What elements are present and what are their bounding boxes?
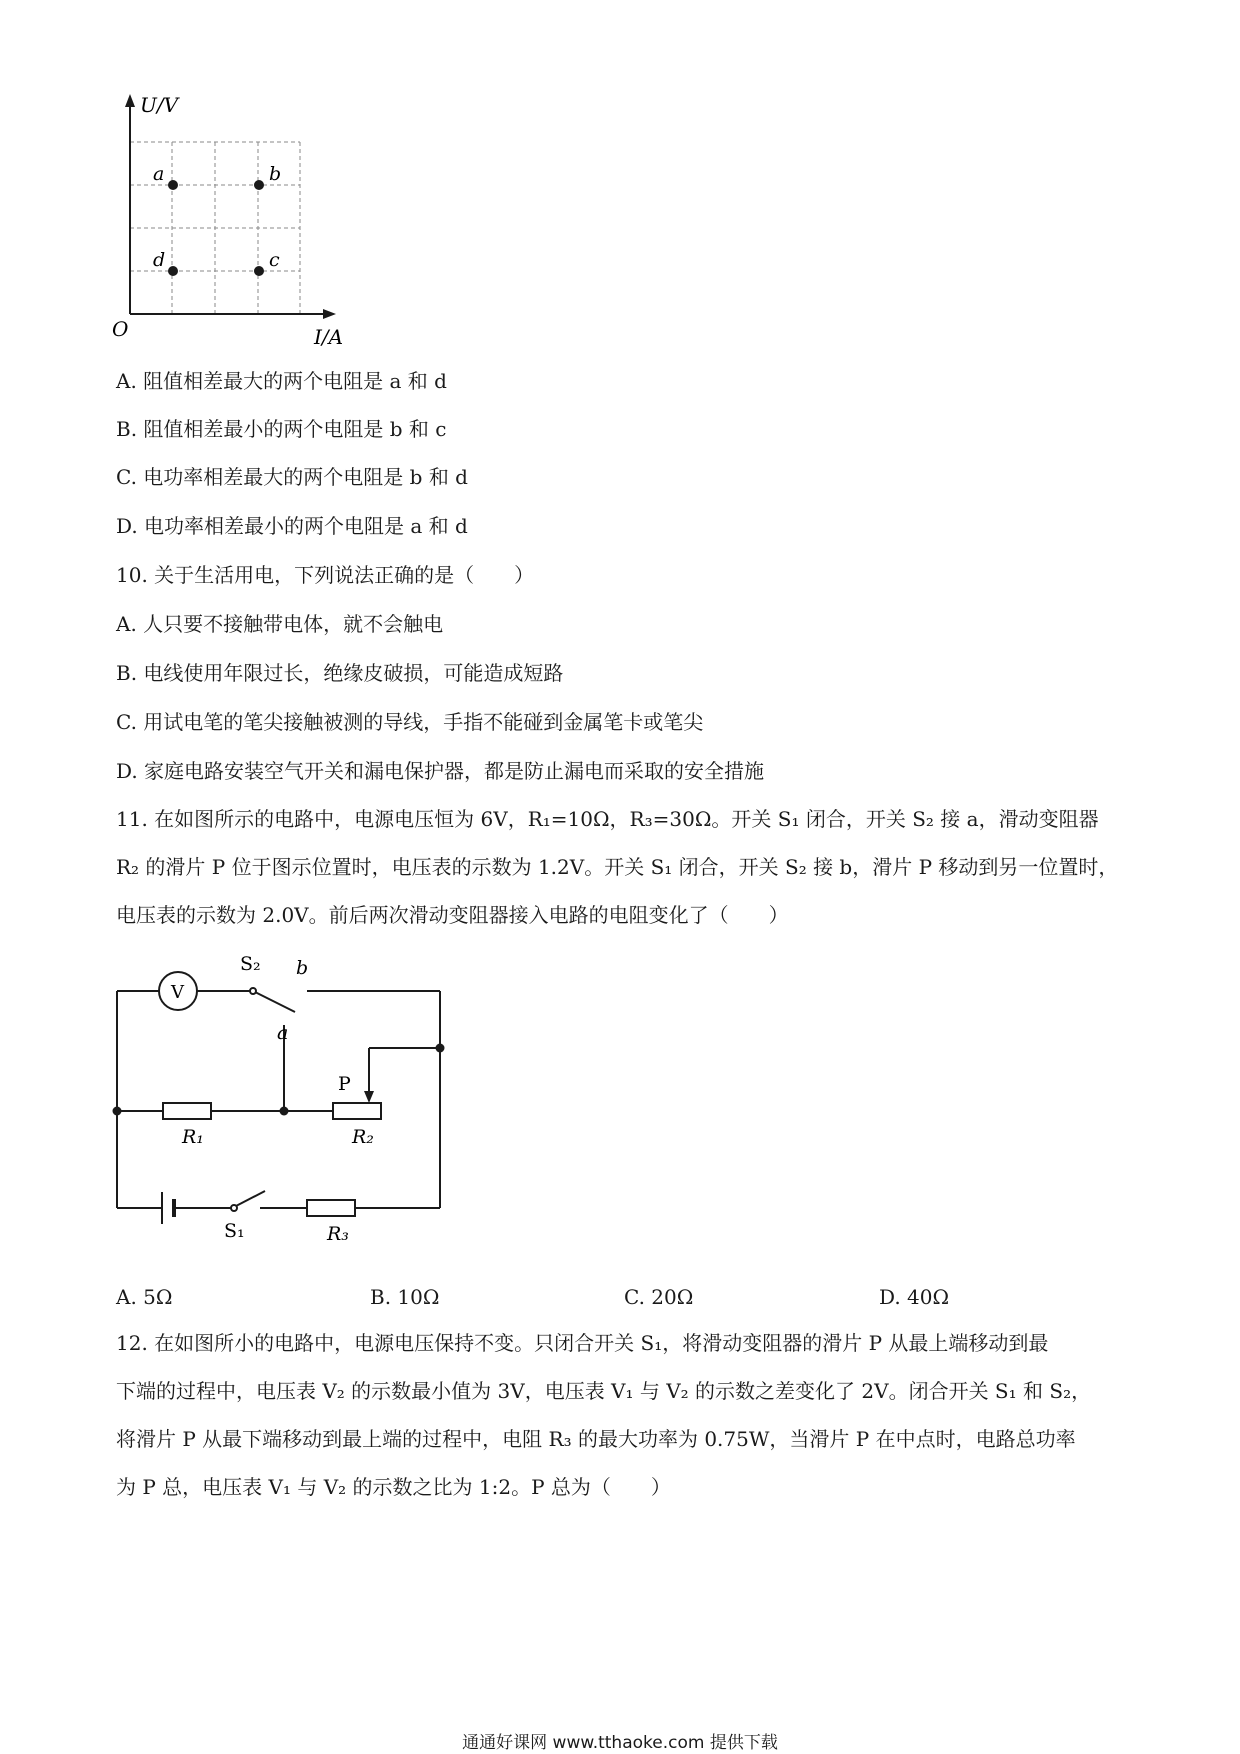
- origin-label: O: [112, 317, 129, 341]
- q10-option-b: B. 电线使用年限过长，绝缘皮破损，可能造成短路: [116, 661, 564, 685]
- y-axis-arrow: [125, 94, 135, 107]
- r1-label: R₁: [182, 1126, 204, 1148]
- q11-stem-line: 11. 在如图所示的电路中，电源电压恒为 6V，R₁=10Ω，R₃=30Ω。开关 S₁ 闭合，开关 S₂ 接 a，滑动变阻器: [116, 807, 1099, 831]
- q11-circuit: [100, 940, 460, 1255]
- slider-arrowhead: [364, 1091, 374, 1103]
- s2-blade: [255, 992, 295, 1012]
- graph-point-label-c: c: [269, 249, 280, 271]
- q12-stem-line: 为 P 总，电压表 V₁ 与 V₂ 的示数之比为 1:2。P 总为（ ）: [116, 1475, 671, 1499]
- contact-b-label: b: [296, 957, 309, 979]
- q9-option-b: B. 阻值相差最小的两个电阻是 b 和 c: [116, 417, 447, 441]
- s1-label: S₁: [224, 1220, 245, 1242]
- r2-label: R₂: [352, 1126, 374, 1148]
- q12-stem-line: 下端的过程中，电压表 V₂ 的示数最小值为 3V，电压表 V₁ 与 V₂ 的示数之差变化了 2V。闭合开关 S₁ 和 S₂，: [116, 1379, 1092, 1403]
- q11-option-b: B. 10Ω: [370, 1285, 440, 1309]
- q11-option-d: D. 40Ω: [879, 1285, 950, 1309]
- q12-stem: [116, 1319, 1126, 1511]
- q10-option-c: C. 用试电笔的笔尖接触被测的导线，手指不能碰到金属笔卡或笔尖: [116, 710, 704, 734]
- slider-label: P: [338, 1073, 351, 1095]
- contact-a-label: a: [277, 1022, 289, 1044]
- graph-point-b: [254, 180, 264, 190]
- q11-stem-line: 电压表的示数为 2.0V。前后两次滑动变阻器接入电路的电阻变化了（ ）: [116, 903, 789, 927]
- graph-point-a: [168, 180, 178, 190]
- x-axis-label: I/A: [314, 325, 344, 349]
- graph-point-label-a: a: [153, 163, 165, 185]
- graph-point-label-b: b: [269, 163, 282, 185]
- r2-resistor: [333, 1103, 381, 1119]
- r1-resistor: [163, 1103, 211, 1119]
- q11-option-c: C. 20Ω: [624, 1285, 694, 1309]
- graph-point-d: [168, 266, 178, 276]
- q10-option-d: D. 家庭电路安装空气开关和漏电保护器，都是防止漏电而采取的安全措施: [116, 759, 765, 783]
- q10-stem: 10. 关于生活用电，下列说法正确的是（ ）: [116, 563, 535, 587]
- q12-stem-line: 将滑片 P 从最下端移动到最上端的过程中，电阻 R₃ 的最大功率为 0.75W，当滑片 P 在中点时，电路总功率: [116, 1427, 1076, 1451]
- q11-option-a: A. 5Ω: [116, 1285, 173, 1309]
- q9-option-a: A. 阻值相差最大的两个电阻是 a 和 d: [116, 369, 447, 393]
- junction-dot: [436, 1044, 445, 1053]
- graph-point-label-d: d: [153, 249, 166, 271]
- q10-option-a: A. 人只要不接触带电体，就不会触电: [116, 612, 444, 636]
- y-axis-label: U/V: [140, 93, 179, 117]
- junction-dot: [113, 1107, 122, 1116]
- ui-graph: [106, 90, 376, 350]
- page-footer: 通通好课网 www.tthaoke.com 提供下载: [462, 1733, 778, 1753]
- q11-stem: [116, 795, 1126, 939]
- q12-stem-line: 12. 在如图所小的电路中，电源电压保持不变。只闭合开关 S₁，将滑动变阻器的滑片 P 从最上端移动到最: [116, 1331, 1049, 1355]
- q11-stem-line: R₂ 的滑片 P 位于图示位置时，电压表的示数为 1.2V。开关 S₁ 闭合，开关 S₂ 接 b，滑片 P 移动到另一位置时，: [116, 855, 1119, 879]
- q9-option-c: C. 电功率相差最大的两个电阻是 b 和 d: [116, 465, 468, 489]
- graph-point-c: [254, 266, 264, 276]
- q9-option-d: D. 电功率相差最小的两个电阻是 a 和 d: [116, 514, 468, 538]
- junction-dot: [280, 1107, 289, 1116]
- r3-label: R₃: [327, 1223, 349, 1245]
- s1-blade: [236, 1191, 265, 1206]
- x-axis-arrow: [323, 309, 336, 319]
- r3-resistor: [307, 1200, 355, 1216]
- voltmeter-label: V: [171, 982, 184, 1003]
- s2-label: S₂: [240, 953, 261, 975]
